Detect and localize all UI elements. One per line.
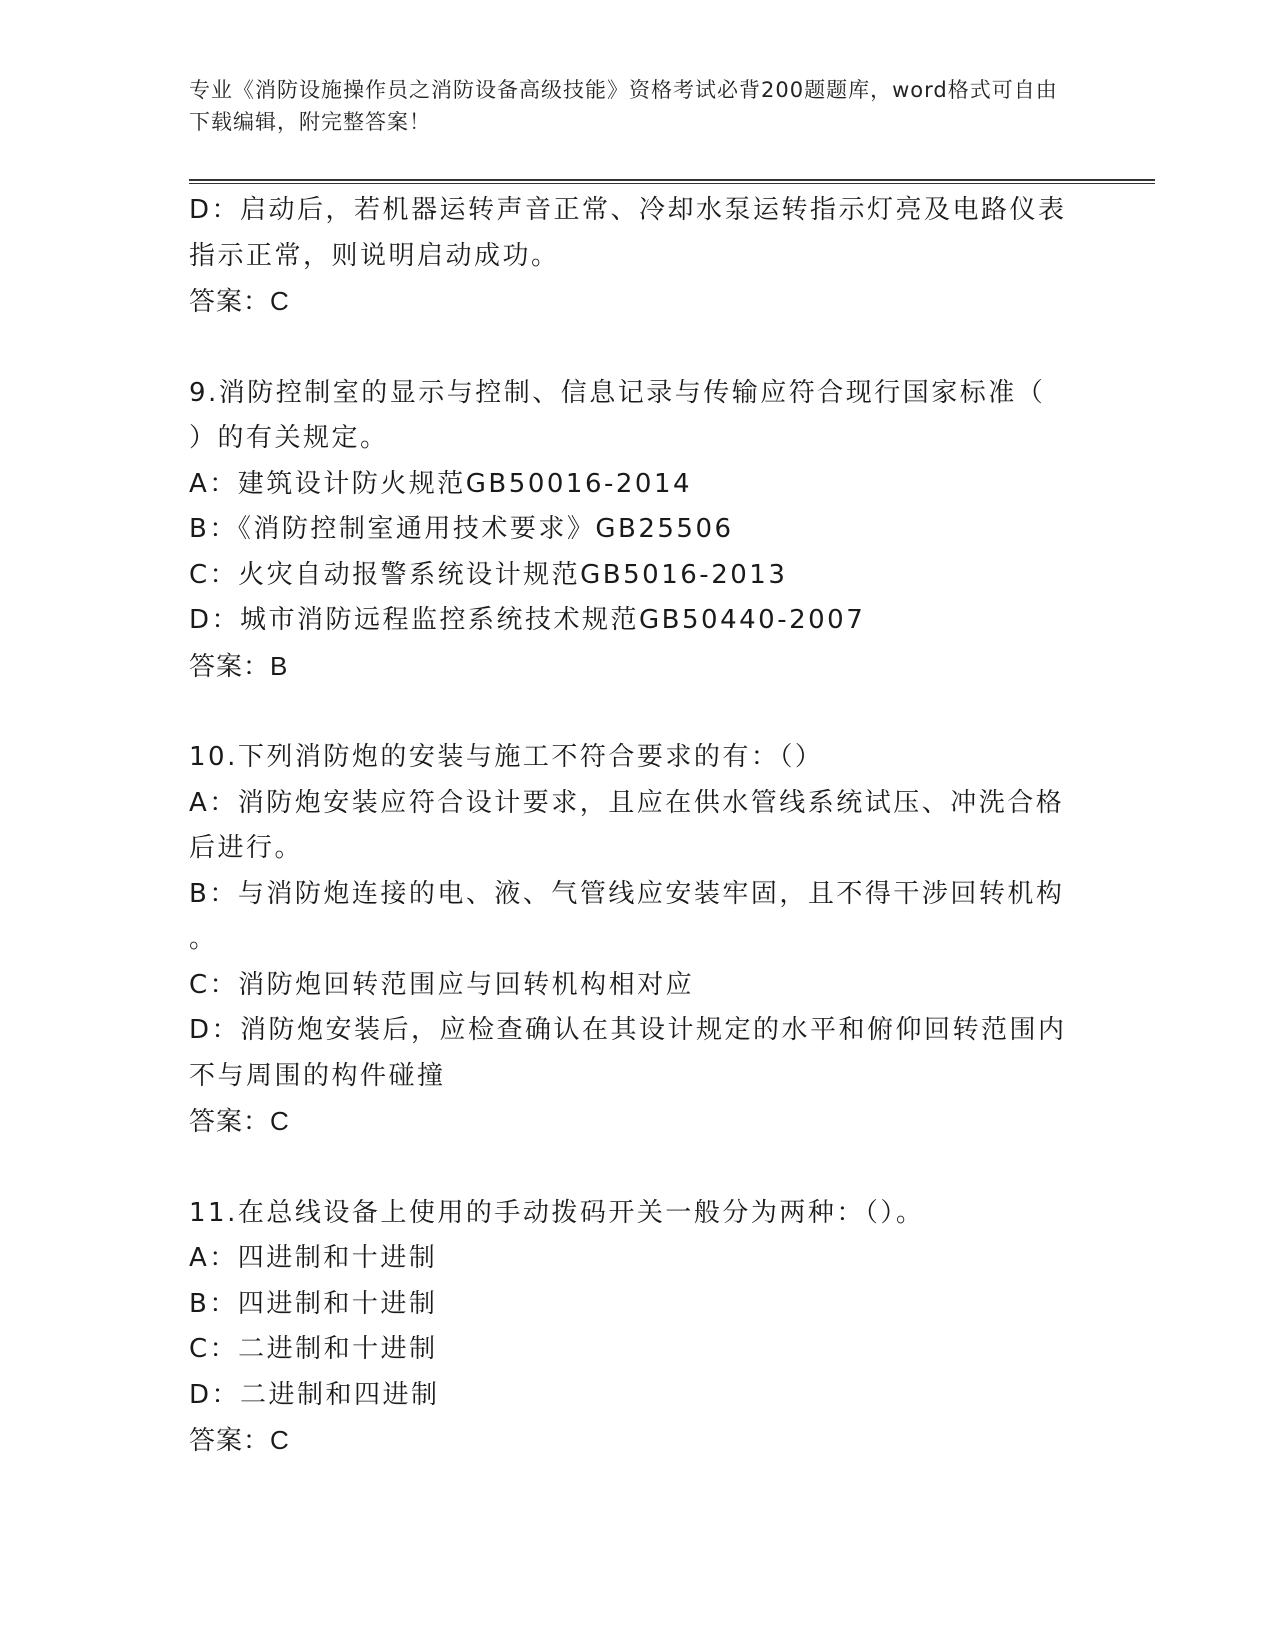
question-10 xyxy=(189,735,1089,1145)
option-c: C：二进制和十进制 xyxy=(189,1334,438,1364)
previous-question-tail xyxy=(189,188,1089,325)
option-b: B：与消防炮连接的电、液、气管线应安装牢固，且不得干涉回转机构 xyxy=(189,878,1065,909)
option-d: D：消防炮安装后，应检查确认在其设计规定的水平和俯仰回转范围内 xyxy=(189,1015,1067,1045)
option-d-continued: 不与周围的构件碰撞 xyxy=(189,1060,446,1091)
header-divider xyxy=(189,179,1155,184)
question-stem: 10.下列消防炮的安装与施工不符合要求的有：（） xyxy=(189,742,824,772)
document-header: 专业《消防设施操作员之消防设备高级技能》资格考试必背200题题库，word格式可自由下载编辑，附完整答案！ xyxy=(189,78,1058,134)
question-stem: 9.消防控制室的显示与控制、信息记录与传输应符合现行国家标准（ xyxy=(189,377,1046,408)
option-c: C：火灾自动报警系统设计规范GB5016-2013 xyxy=(189,559,788,590)
option-b-continued: 。 xyxy=(189,924,218,954)
option-b: B：《消防控制室通用技术要求》GB25506 xyxy=(189,514,734,544)
spacer xyxy=(189,689,1089,735)
answer: 答案：C xyxy=(189,1106,290,1136)
option-a: A：消防炮安装应符合设计要求，且应在供水管线系统试压、冲洗合格 xyxy=(189,787,1065,818)
option-a: A：四进制和十进制 xyxy=(189,1243,438,1273)
option-d: D：二进制和四进制 xyxy=(189,1379,440,1410)
answer: 答案：C xyxy=(189,1425,290,1455)
option-a-continued: 后进行。 xyxy=(189,833,304,863)
option-d: D：城市消防远程监控系统技术规范GB50440-2007 xyxy=(189,605,866,635)
question-9 xyxy=(189,371,1089,690)
question-stem-continued: ）的有关规定。 xyxy=(189,423,389,453)
spacer xyxy=(189,325,1089,371)
option-d: D：启动后，若机器运转声音正常、冷却水泵运转指示灯亮及电路仪表 xyxy=(189,195,1067,225)
spacer xyxy=(189,1145,1089,1191)
option-c: C：消防炮回转范围应与回转机构相对应 xyxy=(189,969,695,1000)
answer: 答案：B xyxy=(189,650,289,681)
question-stem: 11.在总线设备上使用的手动拨码开关一般分为两种：（）。 xyxy=(189,1197,925,1228)
document-body xyxy=(189,188,1089,1464)
question-11 xyxy=(189,1191,1089,1464)
option-d-continued: 指示正常，则说明启动成功。 xyxy=(189,240,560,271)
option-b: B：四进制和十进制 xyxy=(189,1288,438,1319)
answer: 答案：C xyxy=(189,286,290,316)
option-a: A：建筑设计防火规范GB50016-2014 xyxy=(189,468,693,499)
